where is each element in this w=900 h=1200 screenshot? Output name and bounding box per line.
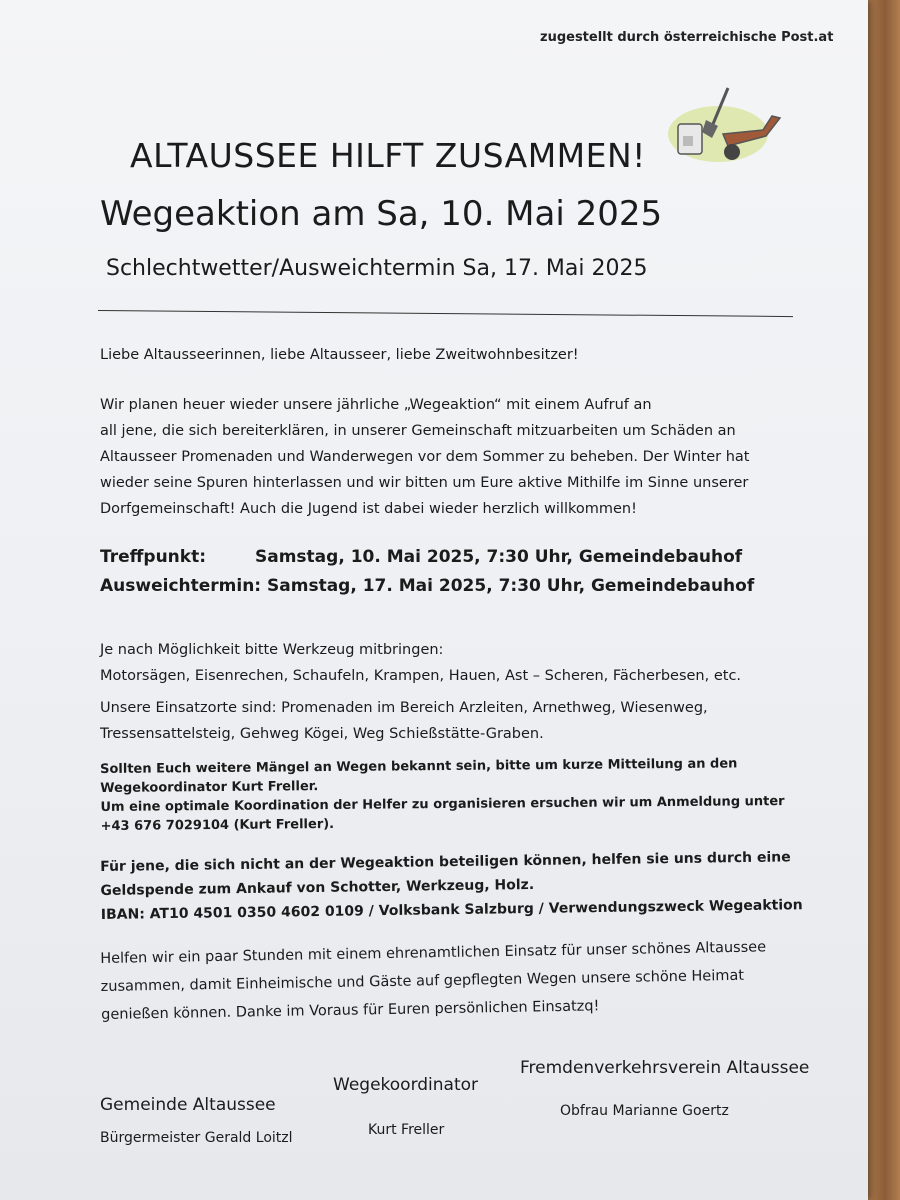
signature-person: Obfrau Marianne Goertz xyxy=(560,1103,729,1119)
headline: ALTAUSSEE HILFT ZUSAMMEN! xyxy=(130,136,646,175)
alt-label: Ausweichtermin: xyxy=(100,576,262,596)
places-line: Unsere Einsatzorte sind: Promenaden im Bereich Arzleiten, Arnethweg, Wiesenweg, xyxy=(100,700,708,716)
intro-line: all jene, die sich bereiterklären, in unserer Gemeinschaft mitzuarbeiten um Schäden an xyxy=(100,423,736,439)
tools-line: Je nach Möglichkeit bitte Werkzeug mitbringen: xyxy=(100,642,444,658)
signature-org: Wegekoordinator xyxy=(333,1075,479,1095)
meeting-value: Samstag, 10. Mai 2025, 7:30 Uhr, Gemeindebauhof xyxy=(255,547,743,567)
signature-person: Kurt Freller xyxy=(368,1122,445,1138)
contact-line: Um eine optimale Koordination der Helfer zu organisieren ersuchen wir um Anmeldung unter xyxy=(100,794,785,815)
signature-org: Gemeinde Altaussee xyxy=(100,1095,276,1115)
signature-org: Fremdenverkehrsverein Altaussee xyxy=(520,1058,810,1078)
places-paragraph xyxy=(100,695,708,747)
intro-line: Altausseer Promenaden und Wanderwegen vor dem Sommer zu beheben. Der Winter hat xyxy=(100,449,750,465)
event-date: Wegeaktion am Sa, 10. Mai 2025 xyxy=(100,194,663,234)
tools-paragraph xyxy=(100,637,741,689)
donation-line: Geldspende zum Ankauf von Schotter, Werkzeug, Holz. xyxy=(100,876,535,899)
greeting: Liebe Altausseerinnen, liebe Altausseer, liebe Zweitwohnbesitzer! xyxy=(100,347,579,363)
tools-line: Motorsägen, Eisenrechen, Schaufeln, Krampen, Hauen, Ast – Scheren, Fächerbesen, etc. xyxy=(100,668,742,684)
contact-paragraph xyxy=(100,754,785,836)
divider xyxy=(98,310,793,317)
closing-line: genießen können. Danke im Voraus für Euren persönlichen Einsatzq! xyxy=(101,998,600,1023)
donation-paragraph xyxy=(100,845,803,927)
delivery-note: zugestellt durch österreichische Post.at xyxy=(540,30,834,45)
closing-line: zusammen, damit Einheimische und Gäste auf gepflegten Wegen unsere schöne Heimat xyxy=(100,967,745,995)
places-line: Tressensattelsteig, Gehweg Kögei, Weg Schießstätte-Graben. xyxy=(100,726,544,742)
meeting-label: Treffpunkt: xyxy=(100,547,207,567)
intro-line: wieder seine Spuren hinterlassen und wir bitten um Eure aktive Mithilfe im Sinne unserer xyxy=(100,475,749,491)
closing-paragraph xyxy=(100,933,767,1029)
contact-line: Sollten Euch weitere Mängel an Wegen bekannt sein, bitte um kurze Mitteilung an den xyxy=(100,756,738,777)
intro-paragraph xyxy=(100,392,790,522)
iban-line: IBAN: AT10 4501 0350 4602 0109 / Volksbank Salzburg / Verwendungszweck Wegeaktion xyxy=(100,897,803,923)
donation-line: Für jene, die sich nicht an der Wegeaktion beteiligen können, helfen sie uns durch eine xyxy=(100,849,791,875)
intro-line: Dorfgemeinschaft! Auch die Jugend ist dabei wieder herzlich willkommen! xyxy=(100,501,637,517)
shovel-wheelbarrow-icon xyxy=(668,86,783,164)
contact-line: Wegekoordinator Kurt Freller. xyxy=(100,779,319,796)
alt-value: Samstag, 17. Mai 2025, 7:30 Uhr, Gemeindebauhof xyxy=(267,576,755,596)
contact-line: +43 676 7029104 (Kurt Freller). xyxy=(100,816,335,834)
meeting-info xyxy=(100,543,754,601)
alternate-date: Schlechtwetter/Ausweichtermin Sa, 17. Mai 2025 xyxy=(106,256,648,281)
intro-line: Wir planen heuer wieder unsere jährliche „Wegeaktion“ mit einem Aufruf an xyxy=(100,397,652,413)
closing-line: Helfen wir ein paar Stunden mit einem ehrenamtlichen Einsatz für unser schönes Altaussee xyxy=(100,939,767,967)
signature-person: Bürgermeister Gerald Loitzl xyxy=(100,1130,293,1146)
